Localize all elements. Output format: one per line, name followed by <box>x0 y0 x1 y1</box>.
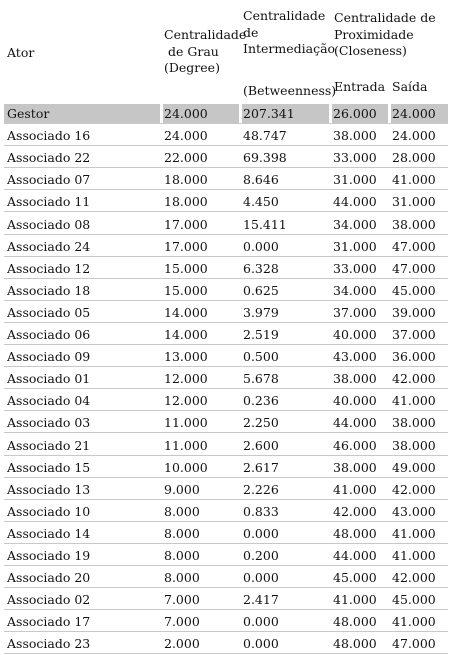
table-row <box>4 568 448 588</box>
header-proximidade-line3: (Closeness) <box>334 43 407 58</box>
column-gap <box>388 303 391 322</box>
column-gap <box>160 590 163 609</box>
actor-cell: Associado 19 <box>7 548 91 563</box>
degree-cell: 18.000 <box>164 194 208 210</box>
column-gap <box>239 502 242 521</box>
column-gap <box>388 192 391 211</box>
betweenness-cell: 5.678 <box>243 371 279 387</box>
closeness-in-cell: 42.000 <box>333 503 377 519</box>
column-gap <box>160 303 163 322</box>
actor-cell: Associado 16 <box>7 128 91 144</box>
column-gap <box>160 413 163 432</box>
closeness-in-cell: 46.000 <box>333 437 377 453</box>
betweenness-cell: 2.226 <box>243 481 279 497</box>
degree-cell: 8.000 <box>164 570 200 586</box>
closeness-out-cell: 24.000 <box>392 128 436 144</box>
column-gap <box>388 215 391 234</box>
column-gap <box>329 612 332 631</box>
column-gap <box>329 237 332 256</box>
column-gap <box>239 391 242 410</box>
column-gap <box>329 502 332 521</box>
closeness-out-cell: 47.000 <box>392 260 436 276</box>
actor-cell: Associado 06 <box>7 327 91 342</box>
closeness-out-cell: 41.000 <box>392 172 436 188</box>
closeness-in-cell: 43.000 <box>333 349 377 365</box>
betweenness-cell: 6.328 <box>243 260 279 276</box>
betweenness-cell: 2.417 <box>243 592 279 608</box>
degree-cell: 15.000 <box>164 282 208 298</box>
column-gap <box>239 303 242 322</box>
degree-cell: 14.000 <box>164 304 208 320</box>
closeness-in-cell: 38.000 <box>333 459 377 475</box>
closeness-out-cell: 28.000 <box>392 150 436 166</box>
column-gap <box>160 237 163 256</box>
table-row <box>4 413 448 433</box>
closeness-out-cell: 37.000 <box>392 327 436 342</box>
betweenness-cell: 69.398 <box>243 150 287 166</box>
column-gap <box>329 568 332 587</box>
column-gap <box>160 524 163 543</box>
table-row <box>4 192 448 212</box>
column-gap <box>160 347 163 366</box>
betweenness-cell: 3.979 <box>243 304 279 320</box>
column-gap <box>329 369 332 388</box>
degree-cell: 24.000 <box>164 128 208 144</box>
column-gap <box>160 546 163 565</box>
column-gap <box>388 524 391 543</box>
header-entrada <box>334 79 385 96</box>
degree-cell: 8.000 <box>164 503 200 519</box>
column-gap <box>329 303 332 322</box>
degree-cell: 9.000 <box>164 481 200 497</box>
column-gap <box>239 347 242 366</box>
column-gap <box>160 192 163 211</box>
column-gap <box>388 413 391 432</box>
closeness-in-cell: 44.000 <box>333 548 377 563</box>
table-row <box>4 215 448 235</box>
closeness-out-cell: 42.000 <box>392 481 436 497</box>
actor-cell: Associado 04 <box>7 393 91 409</box>
betweenness-cell: 2.519 <box>243 327 279 342</box>
betweenness-cell: 0.000 <box>243 525 279 541</box>
degree-cell: 18.000 <box>164 172 208 188</box>
degree-cell: 10.000 <box>164 459 208 475</box>
betweenness-cell: 2.250 <box>243 415 279 431</box>
betweenness-cell: 15.411 <box>243 216 287 232</box>
degree-cell: 17.000 <box>164 238 208 254</box>
header-grau <box>164 27 246 77</box>
degree-cell: 7.000 <box>164 592 200 608</box>
column-gap <box>388 502 391 521</box>
table-row <box>4 148 448 168</box>
column-gap <box>239 458 242 477</box>
column-gap <box>329 524 332 543</box>
column-gap <box>329 192 332 211</box>
column-gap <box>329 634 332 653</box>
column-gap <box>239 369 242 388</box>
column-gap <box>239 634 242 653</box>
closeness-out-cell: 42.000 <box>392 371 436 387</box>
closeness-out-cell: 41.000 <box>392 525 436 541</box>
degree-cell: 24.000 <box>164 106 208 121</box>
header-ator-label: Ator <box>7 45 35 60</box>
column-gap <box>388 237 391 256</box>
table-row <box>4 347 448 367</box>
column-gap <box>239 148 242 167</box>
table-row <box>4 126 448 146</box>
column-gap <box>239 325 242 344</box>
betweenness-cell: 0.000 <box>243 614 279 630</box>
closeness-in-cell: 26.000 <box>333 106 377 121</box>
betweenness-cell: 0.833 <box>243 503 279 519</box>
column-gap <box>160 170 163 189</box>
header-proximidade-line2: Proximidade <box>334 26 414 42</box>
betweenness-cell: 48.747 <box>243 128 287 144</box>
column-gap <box>160 612 163 631</box>
table-row <box>4 524 448 544</box>
actor-cell: Associado 24 <box>7 238 91 254</box>
column-gap <box>329 126 332 145</box>
table-row <box>4 634 448 654</box>
table-row <box>4 391 448 411</box>
closeness-in-cell: 40.000 <box>333 327 377 342</box>
closeness-in-cell: 31.000 <box>333 172 377 188</box>
header-proximidade-line1: Centralidade de <box>334 10 436 25</box>
actor-cell: Associado 08 <box>7 216 91 232</box>
column-gap <box>239 413 242 432</box>
actor-cell: Gestor <box>7 106 50 121</box>
column-gap <box>160 502 163 521</box>
column-gap <box>239 192 242 211</box>
column-gap <box>239 568 242 587</box>
column-gap <box>388 634 391 653</box>
header-intermediacao-line2: de <box>243 24 259 40</box>
betweenness-cell: 207.341 <box>243 106 295 121</box>
actor-cell: Associado 02 <box>7 592 91 608</box>
table-row <box>4 436 448 456</box>
closeness-out-cell: 39.000 <box>392 304 436 320</box>
column-gap <box>160 126 163 145</box>
closeness-in-cell: 34.000 <box>333 216 377 232</box>
betweenness-cell: 0.200 <box>243 548 279 563</box>
header-intermediacao-line3: Intermediação <box>243 41 336 56</box>
column-gap <box>239 259 242 278</box>
closeness-out-cell: 49.000 <box>392 459 436 475</box>
header-grau-line2: de Grau <box>168 43 219 59</box>
degree-cell: 22.000 <box>164 150 208 166</box>
degree-cell: 8.000 <box>164 548 200 563</box>
closeness-in-cell: 41.000 <box>333 481 377 497</box>
closeness-in-cell: 34.000 <box>333 282 377 298</box>
column-gap <box>388 436 391 455</box>
closeness-out-cell: 24.000 <box>392 106 436 121</box>
column-gap <box>388 347 391 366</box>
degree-cell: 14.000 <box>164 327 208 342</box>
column-gap <box>160 369 163 388</box>
column-gap <box>160 259 163 278</box>
betweenness-cell: 4.450 <box>243 194 279 210</box>
column-gap <box>329 215 332 234</box>
actor-cell: Associado 01 <box>7 371 91 387</box>
column-gap <box>160 480 163 499</box>
header-betweenness <box>243 83 336 100</box>
table-row <box>4 590 448 610</box>
closeness-out-cell: 38.000 <box>392 216 436 232</box>
table-row <box>4 325 448 345</box>
column-gap <box>160 568 163 587</box>
closeness-in-cell: 31.000 <box>333 238 377 254</box>
closeness-out-cell: 42.000 <box>392 570 436 586</box>
column-gap <box>160 436 163 455</box>
column-gap <box>239 215 242 234</box>
header-intermediacao-line4: (Betweenness) <box>243 83 337 98</box>
column-gap <box>160 634 163 653</box>
column-gap <box>388 568 391 587</box>
column-gap <box>329 347 332 366</box>
column-gap <box>239 170 242 189</box>
closeness-in-cell: 44.000 <box>333 194 377 210</box>
actor-cell: Associado 23 <box>7 636 91 652</box>
closeness-in-cell: 33.000 <box>333 260 377 276</box>
degree-cell: 11.000 <box>164 415 208 431</box>
closeness-out-cell: 38.000 <box>392 415 436 431</box>
actor-cell: Associado 10 <box>7 503 91 519</box>
closeness-out-cell: 47.000 <box>392 636 436 652</box>
table-row <box>4 259 448 279</box>
column-gap <box>388 458 391 477</box>
column-gap <box>239 104 242 123</box>
column-gap <box>329 391 332 410</box>
column-gap <box>160 215 163 234</box>
column-gap <box>239 436 242 455</box>
actor-cell: Associado 13 <box>7 481 91 497</box>
actor-cell: Associado 05 <box>7 304 91 320</box>
column-gap <box>239 612 242 631</box>
column-gap <box>388 325 391 344</box>
degree-cell: 11.000 <box>164 437 208 453</box>
header-saida-label: Saída <box>392 79 428 94</box>
column-gap <box>160 391 163 410</box>
column-gap <box>239 480 242 499</box>
closeness-in-cell: 48.000 <box>333 636 377 652</box>
closeness-in-cell: 48.000 <box>333 614 377 630</box>
column-gap <box>160 281 163 300</box>
closeness-out-cell: 43.000 <box>392 503 436 519</box>
column-gap <box>388 281 391 300</box>
closeness-out-cell: 41.000 <box>392 548 436 563</box>
betweenness-cell: 0.500 <box>243 349 279 365</box>
betweenness-cell: 0.000 <box>243 636 279 652</box>
closeness-out-cell: 31.000 <box>392 194 436 210</box>
degree-cell: 12.000 <box>164 393 208 409</box>
degree-cell: 8.000 <box>164 525 200 541</box>
column-gap <box>160 325 163 344</box>
betweenness-cell: 0.236 <box>243 393 279 409</box>
betweenness-cell: 0.625 <box>243 282 279 298</box>
betweenness-cell: 2.617 <box>243 459 279 475</box>
header-saida <box>392 79 427 96</box>
header-proximidade <box>334 10 436 60</box>
table-row <box>4 502 448 522</box>
column-gap <box>239 590 242 609</box>
column-gap <box>329 259 332 278</box>
table-row <box>4 546 448 566</box>
degree-cell: 7.000 <box>164 614 200 630</box>
closeness-in-cell: 48.000 <box>333 525 377 541</box>
table-row <box>4 170 448 190</box>
column-gap <box>329 325 332 344</box>
closeness-in-cell: 40.000 <box>333 393 377 409</box>
column-gap <box>388 612 391 631</box>
column-gap <box>388 369 391 388</box>
column-gap <box>329 458 332 477</box>
closeness-in-cell: 45.000 <box>333 570 377 586</box>
closeness-in-cell: 37.000 <box>333 304 377 320</box>
table-row <box>4 303 448 323</box>
column-gap <box>160 148 163 167</box>
column-gap <box>388 546 391 565</box>
column-gap <box>329 170 332 189</box>
column-gap <box>160 458 163 477</box>
actor-cell: Associado 21 <box>7 437 91 453</box>
column-gap <box>388 259 391 278</box>
closeness-out-cell: 38.000 <box>392 437 436 453</box>
closeness-out-cell: 45.000 <box>392 282 436 298</box>
column-gap <box>388 148 391 167</box>
table-row <box>4 281 448 301</box>
header-entrada-label: Entrada <box>334 79 386 94</box>
column-gap <box>329 104 332 123</box>
degree-cell: 12.000 <box>164 371 208 387</box>
actor-cell: Associado 09 <box>7 349 91 365</box>
column-gap <box>388 480 391 499</box>
table-row <box>4 458 448 478</box>
closeness-out-cell: 41.000 <box>392 614 436 630</box>
actor-cell: Associado 07 <box>7 172 91 188</box>
actor-cell: Associado 14 <box>7 525 91 541</box>
closeness-in-cell: 44.000 <box>333 415 377 431</box>
column-gap <box>239 126 242 145</box>
column-gap <box>239 546 242 565</box>
column-gap <box>160 104 163 123</box>
column-gap <box>388 590 391 609</box>
table-row <box>4 480 448 500</box>
closeness-in-cell: 41.000 <box>333 592 377 608</box>
degree-cell: 17.000 <box>164 216 208 232</box>
column-gap <box>388 391 391 410</box>
betweenness-cell: 2.600 <box>243 437 279 453</box>
degree-cell: 15.000 <box>164 260 208 276</box>
table-row <box>4 104 448 124</box>
degree-cell: 2.000 <box>164 636 200 652</box>
header-grau-line3: (Degree) <box>164 60 220 75</box>
header-grau-line1: Centralidade <box>164 27 247 42</box>
header-intermediacao-line1: Centralidade <box>243 8 326 23</box>
actor-cell: Associado 15 <box>7 459 91 475</box>
header-ator <box>7 45 34 62</box>
closeness-in-cell: 38.000 <box>333 128 377 144</box>
closeness-in-cell: 33.000 <box>333 150 377 166</box>
column-gap <box>388 170 391 189</box>
actor-cell: Associado 17 <box>7 614 91 630</box>
actor-cell: Associado 03 <box>7 415 91 431</box>
column-gap <box>388 126 391 145</box>
closeness-out-cell: 45.000 <box>392 592 436 608</box>
column-gap <box>329 413 332 432</box>
closeness-in-cell: 38.000 <box>333 371 377 387</box>
betweenness-cell: 0.000 <box>243 238 279 254</box>
column-gap <box>239 281 242 300</box>
betweenness-cell: 8.646 <box>243 172 279 188</box>
table-row <box>4 369 448 389</box>
actor-cell: Associado 22 <box>7 150 91 166</box>
header-intermediacao <box>243 8 335 58</box>
closeness-out-cell: 47.000 <box>392 238 436 254</box>
actor-cell: Associado 18 <box>7 282 91 298</box>
column-gap <box>329 480 332 499</box>
closeness-out-cell: 41.000 <box>392 393 436 409</box>
column-gap <box>329 546 332 565</box>
actor-cell: Associado 20 <box>7 570 91 586</box>
actor-cell: Associado 12 <box>7 260 91 276</box>
table-row <box>4 237 448 257</box>
column-gap <box>329 148 332 167</box>
column-gap <box>388 104 391 123</box>
column-gap <box>329 436 332 455</box>
table-row <box>4 612 448 632</box>
column-gap <box>239 524 242 543</box>
actor-cell: Associado 11 <box>7 194 91 210</box>
degree-cell: 13.000 <box>164 349 208 365</box>
closeness-out-cell: 36.000 <box>392 349 436 365</box>
column-gap <box>239 237 242 256</box>
betweenness-cell: 0.000 <box>243 570 279 586</box>
column-gap <box>329 281 332 300</box>
column-gap <box>329 590 332 609</box>
